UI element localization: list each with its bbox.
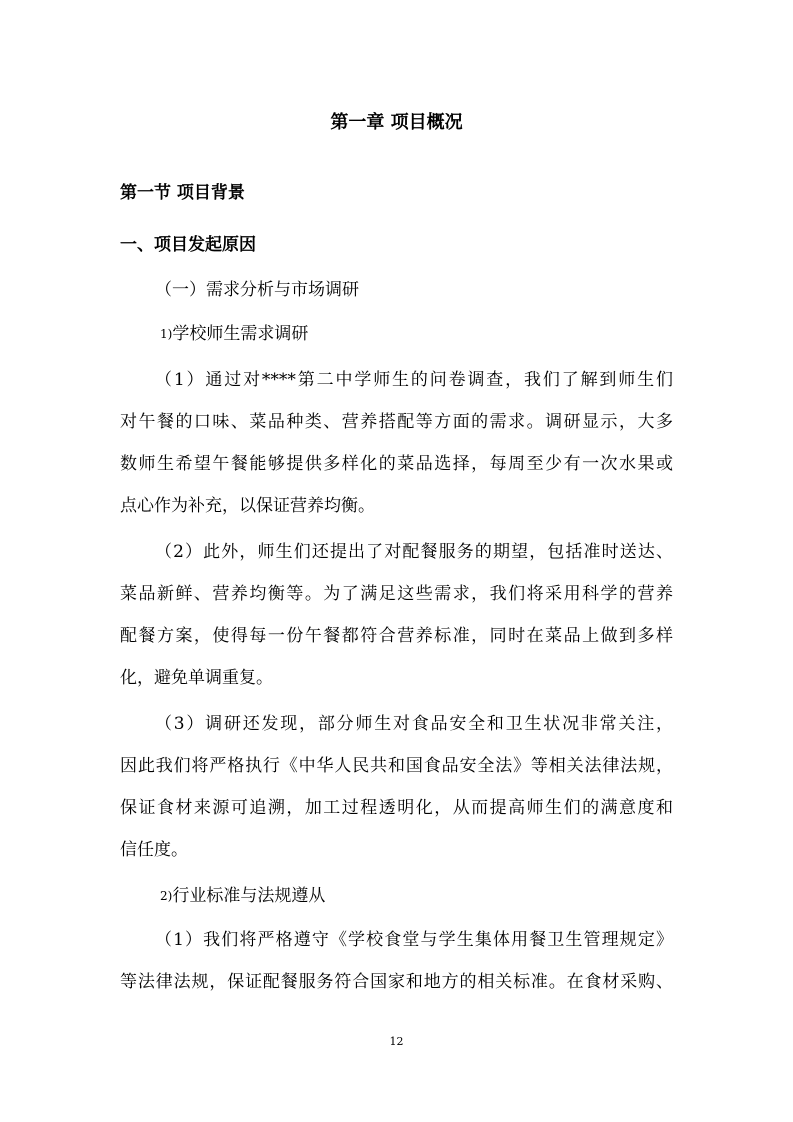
paragraph-line: 保证食材来源可追溯，加工过程透明化，从而提高师生们的满意度和	[120, 798, 673, 818]
item-heading-2	[160, 885, 325, 907]
part-heading: （一）需求分析与市场调研	[155, 280, 359, 300]
paragraph-line: 菜品新鲜、营养均衡等。为了满足这些需求，我们将采用科学的营养	[120, 584, 673, 604]
page-number: 12	[389, 1035, 404, 1048]
item-label: 行业标准与法规遵从	[172, 886, 326, 906]
chapter-title: 第一章 项目概况	[330, 112, 463, 133]
item-number: 2)	[160, 889, 173, 903]
paragraph-line: 化，避免单调重复。	[120, 668, 273, 688]
subsection-title: 一、项目发起原因	[120, 235, 256, 255]
section-title: 第一节 项目背景	[120, 183, 245, 203]
paragraph-line: 等法律法规，保证配餐服务符合国家和地方的相关标准。在食材采购、	[120, 972, 673, 992]
paragraph-line: （1）我们将严格遵守《学校食堂与学生集体用餐卫生管理规定》	[155, 930, 673, 950]
item-label: 学校师生需求调研	[172, 324, 309, 344]
paragraph-line: 因此我们将严格执行《中华人民共和国食品安全法》等相关法律法规，	[120, 756, 673, 776]
paragraph-line: 信任度。	[120, 840, 188, 860]
item-number: 1)	[160, 327, 173, 341]
paragraph-line: 配餐方案，使得每一份午餐都符合营养标准，同时在菜品上做到多样	[120, 626, 673, 646]
paragraph-line: 对午餐的口味、菜品种类、营养搭配等方面的需求。调研显示，大多	[120, 412, 673, 432]
item-heading-1	[160, 323, 308, 345]
paragraph-line: （2）此外，师生们还提出了对配餐服务的期望，包括准时送达、	[155, 542, 673, 562]
paragraph-line: （3）调研还发现，部分师生对食品安全和卫生状况非常关注，	[155, 714, 673, 734]
paragraph-line: 数师生希望午餐能够提供多样化的菜品选择，每周至少有一次水果或	[120, 454, 673, 474]
paragraph-line: （1）通过对****第二中学师生的问卷调查，我们了解到师生们	[155, 370, 673, 390]
paragraph-line: 点心作为补充，以保证营养均衡。	[120, 496, 375, 516]
